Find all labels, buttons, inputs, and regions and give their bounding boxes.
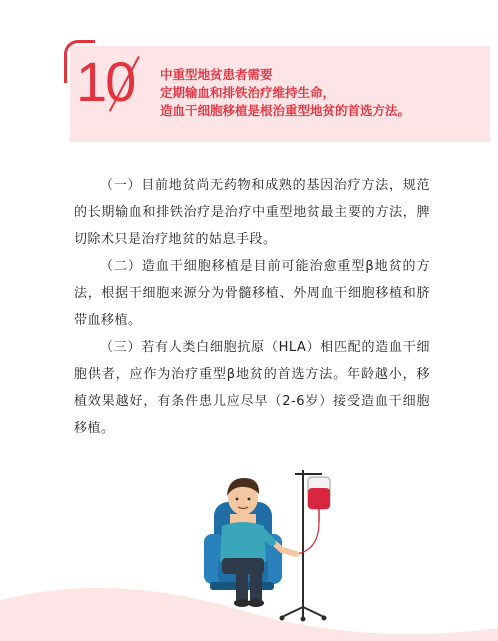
bottom-wave-decoration <box>0 580 498 641</box>
heading-line-1: 中重型地贫患者需要 <box>160 67 273 82</box>
body-text <box>74 172 430 442</box>
paragraph-1: （一）目前地贫尚无药物和成熟的基因治疗方法，规范的长期输血和排铁治疗是治疗中重型地贫最主要的方法，脾切除术只是治疗地贫的姑息手段。 <box>74 178 430 247</box>
heading-line-3: 造血干细胞移植是根治重型地贫的首选方法。 <box>160 103 411 118</box>
paragraph-2: （二）造血干细胞移植是目前可能治愈重型β地贫的方法，根据干细胞来源分为骨髓移植、外周血干细胞移植和脐带血移植。 <box>74 259 430 328</box>
blood-bag-icon <box>296 477 330 554</box>
section-number: 10 <box>76 50 135 113</box>
section-heading <box>160 66 486 120</box>
heading-line-2: 定期输血和排铁治疗维持生命， <box>160 85 336 100</box>
paragraph-3: （三）若有人类白细胞抗原（HLA）相匹配的造血干细胞供者，应作为治疗重型β地贫的首选方法。年龄越小，移植效果越好，有条件患儿应尽早（2-6岁）接受造血干细胞移植。 <box>74 340 430 436</box>
